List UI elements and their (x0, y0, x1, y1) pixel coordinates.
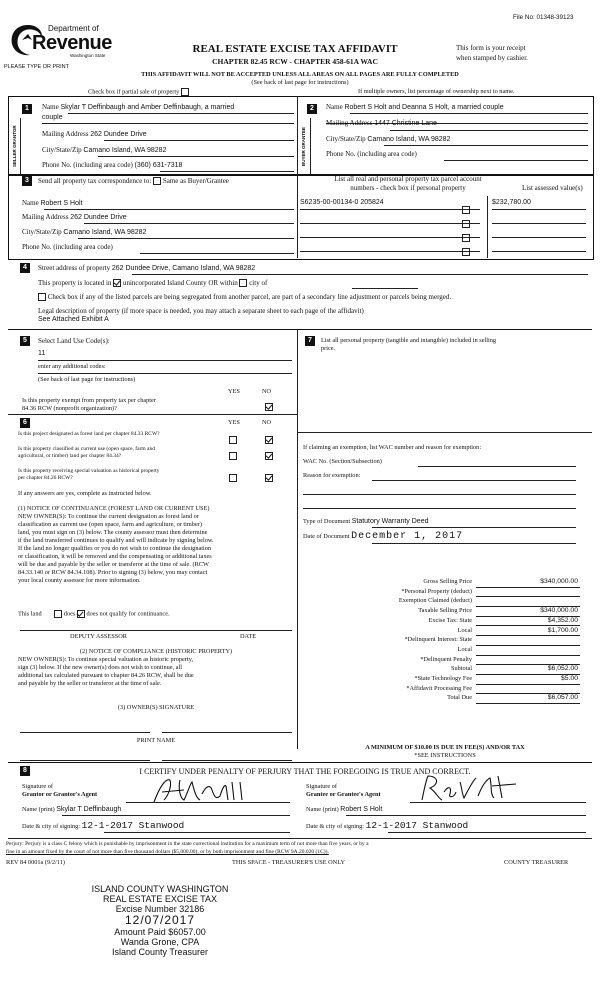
unincorporated-checkbox[interactable] (113, 279, 121, 287)
stamp-treasurer-title: Island County Treasurer (111, 947, 209, 957)
seller-city-row: City/State/Zip Camano Island, WA 98282 (42, 146, 167, 154)
corr-name-row: Name Robert S Holt (22, 199, 83, 207)
parcel-rows (300, 199, 590, 257)
street-row: Street address of property 262 Dundee Drive, Camano Island, WA 98282 (38, 264, 256, 272)
exempt-yes-label: YES (228, 388, 240, 395)
land-use-see-back: (See back of last page for instructions) (38, 376, 136, 383)
grantee-date-value[interactable]: 12-1-2017 Stanwood (365, 820, 469, 831)
located-row: This property is located in unincorporated Island County OR within city of (38, 279, 268, 287)
form-subtitle: CHAPTER 82.45 RCW - CHAPTER 458-61A WAC (212, 57, 378, 66)
corr-mail-value[interactable]: 262 Dundee Drive (70, 214, 127, 221)
same-as-buyer-checkbox[interactable] (153, 177, 161, 185)
corr-city-row: City/State/Zip Camano Island, WA 98282 (22, 228, 147, 236)
logo-state: Washington State (70, 53, 106, 58)
buyer-phone-row: Phone No. (including area code) (326, 150, 417, 158)
s6-q2a: Is this property classified as current use (open space, farm and (18, 446, 155, 452)
seller-name-cont[interactable]: couple (42, 114, 63, 121)
land-use-value[interactable]: 11 (38, 350, 46, 357)
seller-name-value[interactable]: Skylar T Deffinbaugh and Amber Deffinbaugh, a married (60, 104, 235, 111)
partial-sale-checkbox[interactable] (181, 88, 189, 96)
section-7-badge: 7 (305, 336, 315, 346)
assessed-header: List assessed value(s) (522, 184, 583, 192)
grantor-date-value[interactable]: 12-1-2017 Stanwood (81, 820, 185, 831)
tax-row-label: *Affidavit Processing Fee (406, 684, 472, 692)
county-treasurer: COUNTY TREASURER (504, 859, 569, 866)
section-8-badge: 8 (20, 766, 30, 776)
tax-row-label: Local (457, 626, 472, 634)
current-use-no-checkbox[interactable] (265, 447, 273, 465)
wac-label: WAC No. (Section/Subsection) (303, 458, 382, 465)
reason-label: Reason for exemption: (303, 472, 361, 479)
compliance-title: (2) NOTICE OF COMPLIANCE (HISTORIC PROPERTY) (79, 648, 233, 655)
tax-row-label: Exemption Claimed (deduct) (398, 597, 472, 605)
grantor-sig-label-2: Grantor or Grantor's Agent (22, 791, 98, 798)
receipt-note-1: This form is your receipt (456, 44, 526, 52)
stamp-tax: REAL ESTATE EXCISE TAX (102, 894, 218, 904)
s6-if-yes: If any answers are yes, complete as instructed below. (18, 490, 152, 497)
section-2-badge: 2 (307, 104, 317, 114)
buyer-tag: BUYER GRANTEE (301, 126, 306, 166)
section-3-badge: 3 (22, 176, 32, 186)
tax-row-value[interactable]: $340,000.00 (540, 607, 578, 615)
continuance-text: NEW OWNER(S): To continue the current designation as forest land or classification as current use (open space, farm and agriculture, or timber) land, you must sign on (3) below. The county assessor must then determine if the land transferred continues to qualify and will indicate by signing below. If the land no longer qualifies or you do not wish to continue the designation or classification, it will be removed and the compensating or additional taxes will be due and payable by the seller or transferor at the time of sale. (RCW 84.33.140 or RCW 84.34.108). Prior to signing (3) below, you may contact your local county assessor for more information. (18, 513, 214, 584)
s6-yes-label: YES (228, 419, 240, 426)
tax-row-value[interactable]: $6,057.00 (547, 694, 578, 702)
section-1-badge: 1 (22, 104, 32, 114)
does-qualify-checkbox[interactable] (54, 610, 62, 618)
corr-city-value[interactable]: Camano Island, WA 98282 (63, 229, 147, 236)
grantee-name-value[interactable]: Robert S Holt (340, 806, 383, 813)
parcel-header-2: numbers - check box if personal property (350, 184, 466, 192)
please-type: PLEASE TYPE OR PRINT (4, 64, 70, 70)
historic-yes-checkbox[interactable] (229, 469, 237, 487)
buyer-city-value[interactable]: Camano Island, WA 98282 (367, 136, 451, 143)
tax-table (300, 578, 590, 704)
tax-row-value[interactable]: $5.00 (560, 675, 578, 682)
treasurer-only: THIS SPACE - TREASURER'S USE ONLY (232, 859, 345, 866)
seller-name-row: Name Skylar T Deffinbaugh and Amber Deffinbaugh, a married (42, 103, 235, 111)
see-back-note: (See back of last page for instructions) (251, 79, 349, 86)
certify-text: I CERTIFY UNDER PENALTY OF PERJURY THAT THE FOREGOING IS TRUE AND CORRECT. (139, 767, 471, 776)
multiple-owners-label: If multiple owners, list percentage of ownership next to name. (358, 88, 515, 95)
exempt-q1: Is this property exempt from property tax per chapter (22, 397, 156, 404)
partial-sale-label: Check box if partial sale of property (88, 88, 189, 96)
exempt-q2: 84.36 RCW (nonprofit organization)? (22, 405, 117, 412)
tax-row-label: Subtotal (451, 665, 472, 673)
city-of-checkbox[interactable] (239, 279, 247, 287)
dor-logo (8, 20, 120, 64)
doc-date-value[interactable]: December 1, 2017 (351, 531, 464, 542)
seller-mail-value[interactable]: 262 Dundee Drive (90, 131, 147, 138)
logo-name: Revenue (32, 32, 112, 54)
see-instructions: *SEE INSTRUCTIONS (414, 752, 476, 759)
legal-label: Legal description of property (if more space is needed, you may attach a separate sheet to each page of the affidavit) (38, 307, 364, 315)
form-title: REAL ESTATE EXCISE TAX AFFIDAVIT (192, 43, 398, 55)
s6-q2b: agricultural, or timber) land per chapter 84.34? (18, 453, 122, 459)
grantee-signature (416, 772, 526, 804)
tax-row-value[interactable]: $4,352.00 (547, 616, 578, 624)
tax-row-label: Taxable Selling Price (418, 607, 472, 615)
land-use-label: Select Land Use Code(s): (38, 337, 110, 345)
tax-row-label: Gross Selling Price (423, 578, 472, 585)
grantee-sig-label-1: Signature of (306, 783, 337, 790)
exemption-label: If claiming an exemption, list WAC number and reason for exemption: (303, 444, 482, 451)
s6-q3b: per chapter 84.26 RCW? (18, 475, 73, 481)
parcel-value-1[interactable]: $232,780.00 (492, 199, 531, 206)
section-6-badge: 6 (20, 418, 30, 428)
buyer-name-row: Name Robert S Holt and Deanna S Holt, a married couple (326, 103, 504, 111)
stamp-excise-number: Excise Number 32186 (115, 904, 205, 914)
form-revision: REV 84 0001a (9/2/11) (6, 859, 65, 866)
stamp-treasurer-name: Wanda Grone, CPA (120, 937, 200, 947)
seller-phone-value[interactable]: (360) 631-7318 (134, 162, 183, 169)
grantor-name-value[interactable]: Skylar T Deffinbaugh (56, 806, 122, 813)
doc-type-row: Type of Document Statutory Warranty Deed (303, 518, 429, 525)
additional-codes-label: enter any additional codes: (38, 363, 106, 370)
seller-mail-row: Mailing Address 262 Dundee Drive (42, 130, 147, 138)
print-name-label: PRINT NAME (136, 737, 176, 744)
s6-q3a: Is this property receiving special valuation as historical property (18, 468, 160, 474)
grantor-name-row: Name (print) Skylar T Deffinbaugh (22, 806, 122, 813)
grantor-date-row: Date & city of signing: 12-1-2017 Stanwood (22, 820, 185, 831)
legal-value[interactable]: See Attached Exhibit A (38, 316, 109, 323)
deputy-date-label: DATE (240, 633, 257, 640)
seller-tag: SELLER GRANTOR (12, 125, 17, 167)
tax-row-label: *Delinquent Penalty (420, 655, 472, 663)
parcel-header-1: List all real and personal property tax parcel account (334, 175, 482, 183)
tax-row-label: *Personal Property (deduct) (401, 587, 472, 595)
file-number: File No: 01348-39123 (513, 14, 574, 21)
corr-phone-row: Phone No. (including area code) (22, 243, 113, 251)
segregated-checkbox[interactable] (38, 293, 46, 301)
tax-row-label: *Delinquent Interest: State (404, 636, 472, 644)
parcel-number-1[interactable]: S6235-00-00134-0 205824 (300, 199, 384, 206)
buyer-mail-value[interactable]: 1447 Christine Lane (374, 120, 437, 127)
tax-row-label: Total Due (447, 694, 472, 702)
seller-city-value[interactable]: Camano Island, WA 98282 (83, 147, 167, 154)
stamp-county: ISLAND COUNTY WASHINGTON (91, 884, 229, 894)
compliance-text: NEW OWNER(S): To continue special valuation as historic property, sign (3) below. If the new owner(s) does not wish to continue, all additional tax calculated pursuant to chapter 84.26 RCW, shall be due and payable by the seller or transferor at the time of sale. (18, 656, 194, 687)
logo-dept: Department of (48, 24, 99, 33)
receipt-note-2: when stamped by cashier. (456, 54, 528, 62)
corr-mail-row: Mailing Address 262 Dundee Drive (22, 213, 127, 221)
section-4-badge: 4 (20, 263, 30, 273)
personal-label-2: price. (321, 345, 336, 352)
warning-text: THIS AFFIDAVIT WILL NOT BE ACCEPTED UNLESS ALL AREAS ON ALL PAGES ARE FULLY COMPLETED (141, 71, 459, 78)
s6-q1: Is this project designated as forest land per chapter 84.33 RCW? (18, 431, 160, 437)
historic-no-checkbox[interactable] (265, 469, 273, 487)
owner-signature-label: (3) OWNER(S) SIGNATURE (117, 704, 195, 711)
qualify-row: This land does does not qualify for continuance. (18, 610, 170, 618)
corr-name-value[interactable]: Robert S Holt (40, 200, 83, 207)
exempt-no-label: NO (262, 388, 272, 395)
continuance-title: (1) NOTICE OF CONTINUANCE (FOREST LAND OR CURRENT USE) (18, 505, 210, 512)
segregated-row: Check box if any of the listed parcels are being segregated from another parcel, are part of a secondary line adjustment or parcels being merged. (38, 293, 451, 302)
perjury-line-2: fine in an amount fixed by the court of not more than five thousand dollars ($5,000.00), or by both imprisonment and fine (RCW 9A.20.020 (1C)). (6, 849, 329, 855)
seller-phone-row: Phone No. (including area code) (360) 631-7318 (42, 161, 183, 169)
tax-row-value[interactable]: $340,000.00 (540, 578, 578, 585)
perjury-line-1: Perjury: Perjury is a class C felony which is punishable by imprisonment in the state correctional institution for a maximum term of not more than five years, or by a (6, 841, 369, 847)
s6-no-label: NO (262, 419, 272, 426)
grantor-sig-label-1: Signature of (22, 783, 53, 790)
buyer-city-row: City/State/Zip Camano Island, WA 98282 (326, 135, 451, 143)
tax-row-value[interactable]: $6,052.00 (547, 665, 578, 673)
section-5-badge: 5 (20, 336, 30, 346)
deputy-assessor-label: DEPUTY ASSESSOR (70, 633, 127, 640)
grantee-name-row: Name (print) Robert S Holt (306, 806, 383, 813)
correspondence-label: Send all property tax correspondence to: Same as Buyer/Grantee (38, 177, 229, 185)
grantee-sig-label-2: Grantee or Grantee's Agent (306, 791, 381, 798)
grantee-date-row: Date & city of signing: 12-1-2017 Stanwood (306, 820, 469, 831)
doc-date-row: Date of Document December 1, 2017 (303, 531, 464, 542)
street-value[interactable]: 262 Dundee Drive, Camano Island, WA 98282 (111, 265, 256, 272)
parcel-pp-checkbox-4[interactable] (462, 243, 470, 261)
current-use-yes-checkbox[interactable] (229, 447, 237, 465)
buyer-mail-row: Mailing Address 1447 Christine Lane (326, 119, 437, 127)
does-not-qualify-checkbox[interactable] (77, 610, 85, 618)
personal-label-1: List all personal property (tangible and intangible) included in selling (321, 337, 497, 344)
doc-type-value[interactable]: Statutory Warranty Deed (351, 518, 429, 525)
tax-row-label: Excise Tax: State (428, 616, 472, 624)
stamp-amount: Amount Paid $6057.00 (114, 927, 206, 937)
tax-row-value[interactable]: $1,700.00 (547, 626, 578, 634)
tax-row-label: Local (457, 645, 472, 653)
treasurer-stamp (70, 884, 250, 957)
stamp-date: 12/07/2017 (124, 913, 196, 927)
tax-row-label: *State Technology Fee (414, 675, 472, 682)
buyer-name-value[interactable]: Robert S Holt and Deanna S Holt, a married couple (344, 104, 504, 111)
minimum-fee: A MINIMUM OF $10.00 IS DUE IN FEE(S) AND/OR TAX (365, 744, 525, 751)
